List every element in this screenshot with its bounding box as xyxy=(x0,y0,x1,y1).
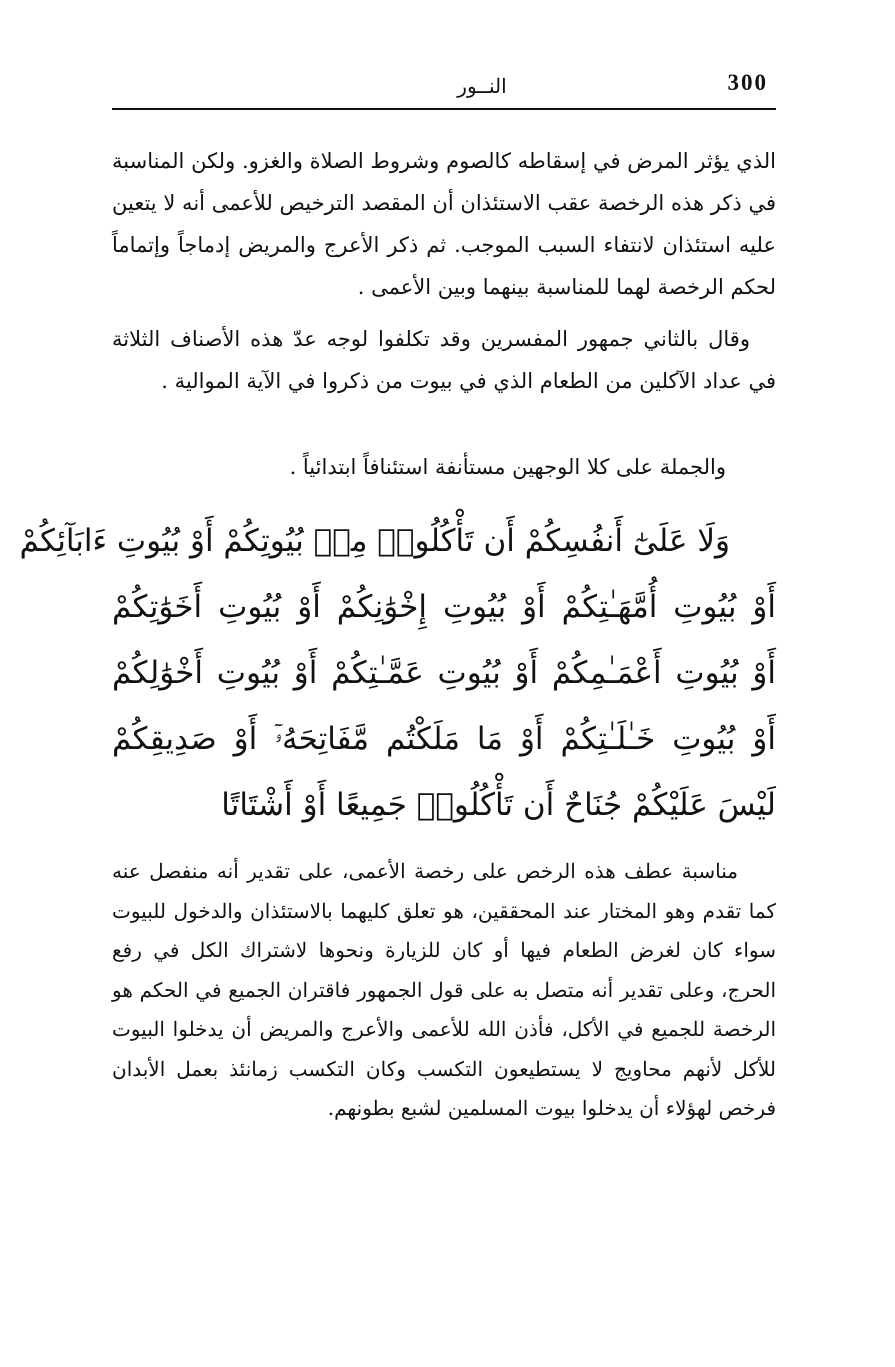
paragraph-1: الذي يؤثر المرض في إسقاطه كالصوم وشروط الصلاة والغزو. ولكن المناسبة في ذكر هذه الرخصة عقب الاستئذان أن المقصد الترخيص للأعمى أنه لا يتعين عليه استئذان لانتفاء السبب الموجب. ثم ذكر الأعرج والمريض إدماجاً وإتماماً لحكم الرخصة لهما للمناسبة بينهما وبين الأعمى . xyxy=(112,149,776,299)
verse-line: أَوْ بُيُوتِ أُمَّهَـٰتِكُمْ أَوْ بُيُوتِ إِخْوَٰنِكُمْ أَوْ بُيُوتِ أَخَوَٰتِكُمْ xyxy=(112,589,776,625)
verse-line: أَوْ بُيُوتِ أَعْمَـٰمِكُمْ أَوْ بُيُوتِ عَمَّـٰتِكُمْ أَوْ بُيُوتِ أَخْوَٰلِكُمْ xyxy=(112,655,776,691)
verse-line: لَيْسَ عَلَيْكُمْ جُنَاحٌ أَن تَأْكُلُوا۟ جَمِيعًا أَوْ أَشْتَاتًا xyxy=(221,787,776,823)
paragraph-2: وقال بالثاني جمهور المفسرين وقد تكلفوا لوجه عدّ هذه الأصناف الثلاثة في عداد الآكلين من الطعام الذي في بيوت من ذكروا في الآية الموالية . xyxy=(112,327,776,393)
page-number: 300 xyxy=(727,70,768,95)
quran-verse xyxy=(19,508,776,838)
verse-line: أَوْ بُيُوتِ خَـٰلَـٰتِكُمْ أَوْ مَا مَلَكْتُم مَّفَاتِحَهُۥٓ أَوْ صَدِيقِكُمْ xyxy=(112,721,776,757)
running-title: النــور xyxy=(457,74,507,98)
page-header xyxy=(112,62,776,110)
verse-line: وَلَا عَلَىٰٓ أَنفُسِكُمْ أَن تَأْكُلُوا۟ مِنۢ بُيُوتِكُمْ أَوْ بُيُوتِ ءَابَآئِكُمْ xyxy=(19,523,730,559)
commentary-paragraph: مناسبة عطف هذه الرخص على رخصة الأعمى، على تقدير أنه منفصل عنه كما تقدم وهو المختار عند المحققين، هو تعلق كليهما بالاستئذان والدخول للبيوت سواء كان لغرض الطعام فيها أو كان للزيارة ونحوها لاشتراك الكل في رفع الحرج، وعلى تقدير أنه متصل به على قول الجمهور فاقتران الجميع في الحكم هو الرخصة للجميع في الأكل، فأذن الله للأعمى والأعرج والمريض أن يدخلوا البيوت للأكل لأنهم محاويج لا يستطيعون التكسب وكان التكسب زمانئذ بعمل الأبدان فرخص لهؤلاء أن يدخلوا بيوت المسلمين لشبع بطونهم. xyxy=(112,859,776,1120)
paragraph-3: والجملة على كلا الوجهين مستأنفة استئنافاً ابتدائياً . xyxy=(289,455,726,479)
